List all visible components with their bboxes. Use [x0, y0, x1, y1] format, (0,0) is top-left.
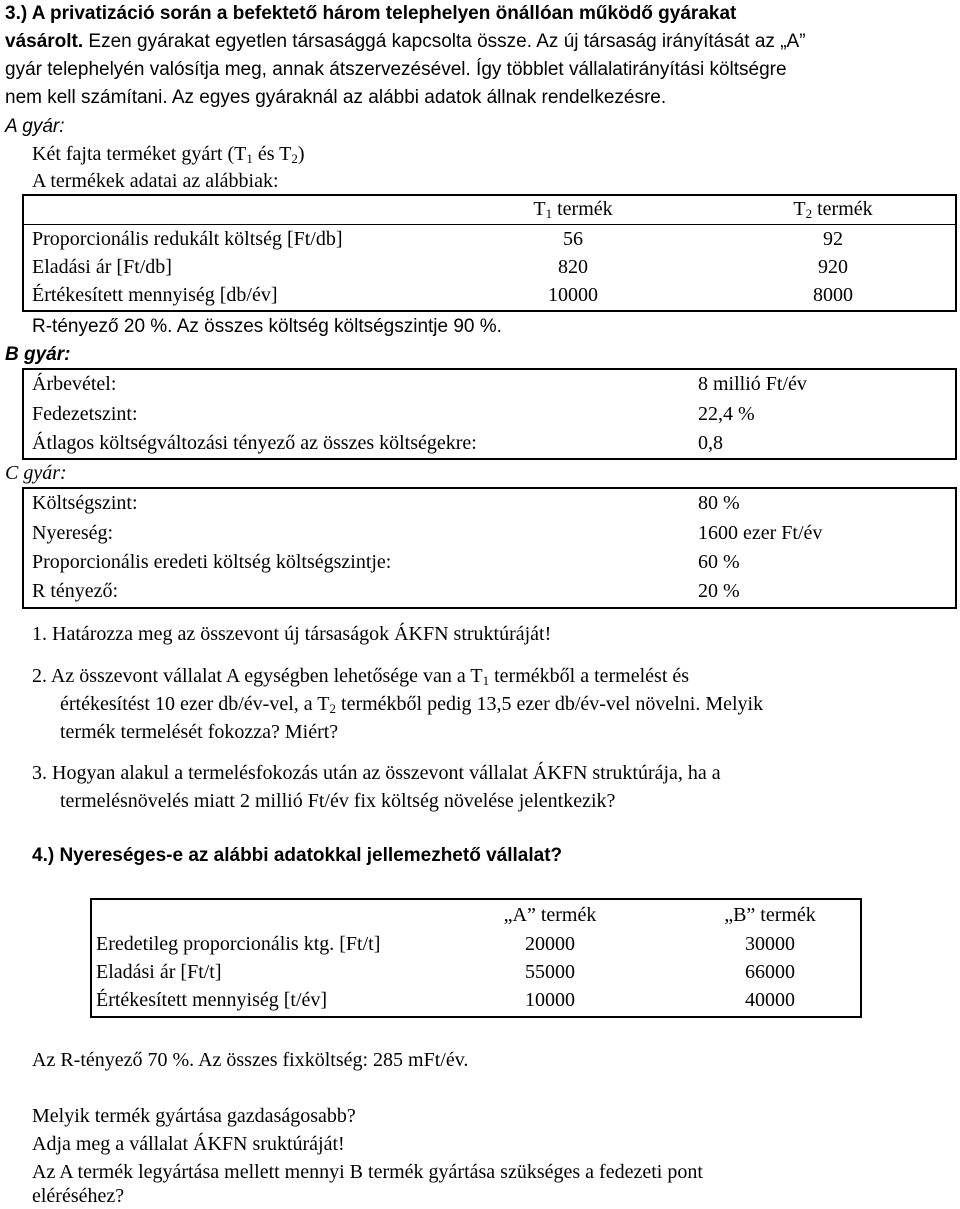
col-t2-pre: T	[793, 198, 806, 220]
factory-b-row-value: 0,8	[698, 432, 723, 454]
factory-c-row-value: 20 %	[698, 580, 740, 602]
factory-b-row-value: 8 millió Ft/év	[698, 373, 807, 395]
table-cell-t2: 920	[818, 256, 848, 278]
factory-c-table	[22, 487, 957, 609]
factory-c-row-value: 80 %	[698, 492, 740, 514]
section-4-cell-a: 10000	[525, 989, 575, 1011]
factory-c-row-label: R tényező:	[32, 580, 119, 602]
q2-l1-sub: 1	[482, 673, 490, 688]
section-4-cell-b: 40000	[745, 989, 795, 1011]
intro-sub-2: 2	[291, 151, 298, 166]
question-3-line-1: 3. Hogyan alakul a termelésfokozás után az összevont vállalat ÁKFN struktúrája, ha a	[32, 762, 721, 784]
factory-c-row-label: Nyereség:	[32, 522, 114, 544]
table-cell-t1: 10000	[548, 284, 598, 306]
section-4-heading: 4.) Nyereséges-e az alábbi adatokkal jellemezhető vállalat?	[32, 845, 563, 866]
section-4-row-label: Eredetileg proporcionális ktg. [Ft/t]	[96, 933, 381, 955]
table-row-label: Eladási ár [Ft/db]	[32, 256, 172, 278]
factory-a-note: R-tényező 20 %. Az összes költség költségszintje 90 %.	[32, 316, 502, 337]
section-4-question-3-line-2: eléréséhez?	[32, 1185, 125, 1207]
section-4-cell-b: 66000	[745, 961, 795, 983]
factory-c-row-value: 60 %	[698, 551, 740, 573]
question-1: 1. Határozza meg az összevont új társaságok ÁKFN struktúráját!	[32, 623, 552, 645]
factory-b-row-label: Átlagos költségváltozási tényező az összes költségekre:	[32, 432, 477, 454]
table-cell-t1: 56	[563, 228, 583, 250]
factory-a-col-t1	[478, 198, 668, 221]
col-t2-post: termék	[812, 198, 873, 220]
question-2-line-3: termék termelését fokozza? Miért?	[60, 721, 339, 743]
factory-b-label: B gyár:	[5, 344, 71, 365]
q2-l2-post: termékből pedig 13,5 ezer db/év-vel növelni. Melyik	[336, 693, 764, 715]
section-3-bold-word: vásárolt.	[5, 31, 84, 52]
intro-mid: és T	[252, 143, 292, 165]
section-4-row-label: Eladási ár [Ft/t]	[96, 961, 222, 983]
factory-a-col-t2	[718, 198, 948, 221]
section-4-col-b: „B” termék	[724, 904, 816, 926]
intro-post: )	[297, 143, 305, 165]
factory-c-row-value: 1600 ezer Ft/év	[698, 522, 823, 544]
question-2-line-1	[32, 665, 689, 688]
section-4-col-a: „A” termék	[503, 904, 597, 926]
factory-b-row-value: 22,4 %	[698, 403, 755, 425]
intro-sub-1: 1	[246, 151, 253, 166]
section-4-row-label: Értékesített mennyiség [t/év]	[96, 989, 328, 1011]
table-cell-t2: 92	[823, 228, 843, 250]
factory-a-intro	[32, 143, 305, 166]
section-4-question-2: Adja meg a vállalat ÁKFN sruktúráját!	[32, 1133, 345, 1155]
intro-pre: Két fajta terméket gyárt (T	[32, 143, 247, 165]
q2-l2-pre: értékesítést 10 ezer db/év-vel, a T	[60, 693, 330, 715]
table-cell-t1: 820	[558, 256, 588, 278]
factory-a-table-divider	[22, 224, 957, 225]
section-3-line-2	[5, 31, 806, 53]
question-2-line-2	[60, 693, 763, 716]
factory-b-row-label: Árbevétel:	[32, 373, 117, 395]
section-4-cell-a: 55000	[525, 961, 575, 983]
section-4-question-1: Melyik termék gyártása gazdaságosabb?	[32, 1105, 356, 1127]
section-3-line-2-rest: Ezen gyárakat egyetlen társasággá kapcsolta össze. Az új társaság irányítását az „A”	[83, 31, 806, 52]
factory-a-intro-2: A termékek adatai az alábbiak:	[32, 170, 279, 192]
table-row-label: Értékesített mennyiség [db/év]	[32, 284, 278, 306]
factory-b-row-label: Fedezetszint:	[32, 403, 138, 425]
col-t2-sub: 2	[805, 206, 813, 221]
q2-l1-post: termékből a termelést és	[489, 665, 690, 687]
col-t1-post: termék	[552, 198, 613, 220]
section-3-heading: 3.) A privatizáció során a befektető három telephelyen önállóan működő gyárakat	[5, 3, 737, 24]
section-3-line-3: gyár telephelyén valósítja meg, annak átszervezésével. Így többlet vállalatirányítási költségre	[5, 59, 787, 80]
section-4-cell-a: 20000	[525, 933, 575, 955]
q2-l1-pre: 2. Az összevont vállalat A egységben lehetősége van a T	[32, 665, 483, 687]
section-3-line-4: nem kell számítani. Az egyes gyáraknál az alábbi adatok állnak rendelkezésre.	[5, 87, 667, 108]
section-4-question-3-line-1: Az A termék legyártása mellett mennyi B termék gyártása szükséges a fedezeti pont	[32, 1161, 703, 1183]
table-row-label: Proporcionális redukált költség [Ft/db]	[32, 228, 343, 250]
factory-a-label: A gyár:	[5, 116, 65, 137]
question-3-line-2: termelésnövelés miatt 2 millió Ft/év fix költség növelése jelentkezik?	[60, 790, 616, 812]
col-t1-sub: 1	[545, 206, 553, 221]
factory-c-row-label: Proporcionális eredeti költség költségszintje:	[32, 551, 392, 573]
table-cell-t2: 8000	[813, 284, 853, 306]
factory-c-label: C gyár:	[5, 462, 67, 484]
q2-l2-sub: 2	[329, 701, 337, 716]
section-4-note: Az R-tényező 70 %. Az összes fixköltség: 285 mFt/év.	[32, 1049, 469, 1071]
col-t1-pre: T	[533, 198, 546, 220]
section-4-cell-b: 30000	[745, 933, 795, 955]
factory-c-row-label: Költségszint:	[32, 492, 138, 514]
